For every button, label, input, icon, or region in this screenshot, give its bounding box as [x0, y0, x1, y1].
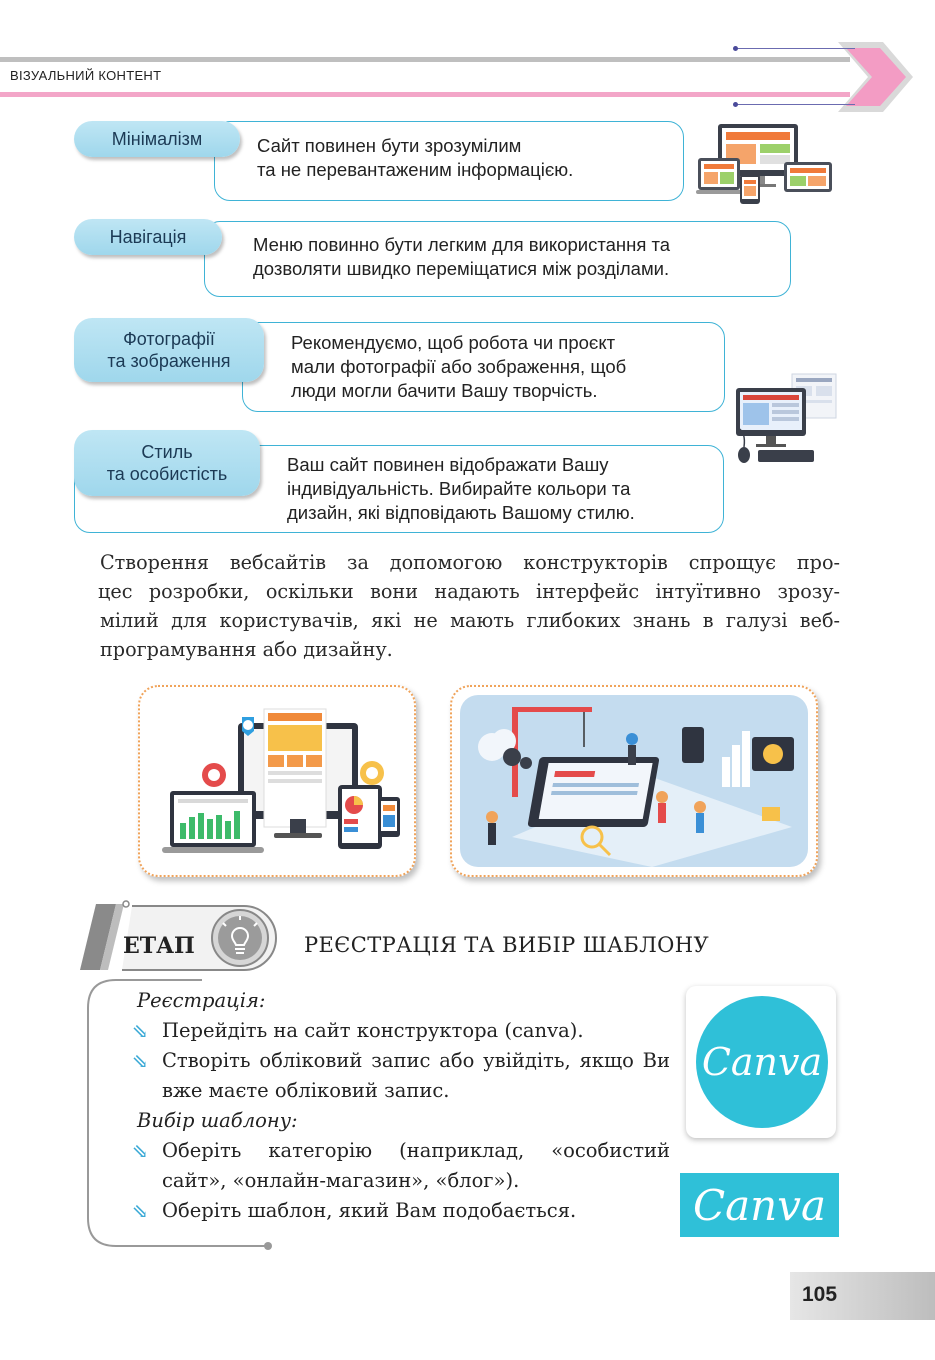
canva-banner-logo [680, 1173, 839, 1237]
stage-heading: РЕЄСТРАЦІЯ ТА ВИБІР ШАБЛОНУ [304, 933, 710, 957]
section-title: ВІЗУАЛЬНИЙ КОНТЕНТ [10, 68, 162, 83]
steps-section-title: Реєстрація: [137, 989, 266, 1012]
canva-logo-text: Canva [701, 1040, 823, 1084]
principle-text-line: та не перевантаженим інформацією. [257, 159, 574, 180]
stage-badge-label: ЕТАП [123, 933, 195, 959]
principle-label-minimalism: Мінімалізм [74, 121, 240, 157]
principle-label-photos [74, 318, 264, 382]
web-devices-illustration [140, 687, 414, 875]
pill-label-line: Стиль [141, 442, 193, 462]
arrow-bullet-icon: ⇘ [132, 1140, 149, 1163]
header-rule-top [0, 57, 850, 62]
header-deco-line [735, 104, 855, 105]
header-chevron-icon [838, 42, 918, 112]
paragraph-line: мілий для користувачів, які не мають глибоких знань в галузі веб- [100, 609, 840, 632]
principle-text-line: дизайн, які відповідають Вашому стилю. [287, 502, 635, 523]
pill-label-line: та зображення [107, 351, 231, 371]
web-development-team-illustration [452, 687, 816, 875]
principle-box-minimalism [214, 121, 684, 201]
web-design-illustration [138, 685, 416, 877]
canva-logo-text: Canva [693, 1180, 826, 1230]
canva-app-logo [686, 986, 836, 1138]
principle-text-line: Меню повинно бути легким для використання та [253, 234, 671, 255]
pill-label-line: та особистість [106, 464, 228, 484]
principle-text-line: дозволяти швидко переміщатися між розділами. [253, 258, 670, 279]
header-deco-line [735, 48, 855, 49]
teamwork-illustration [450, 685, 818, 877]
principle-text-line: Ваш сайт повинен відображати Вашу [287, 454, 609, 475]
arrow-bullet-icon: ⇘ [132, 1020, 149, 1043]
step-item [100, 1136, 670, 1196]
principle-label-style [74, 430, 260, 496]
header-rule-bottom [0, 92, 850, 97]
principle-box-navigation [204, 221, 791, 297]
body-paragraph [100, 548, 840, 664]
principle-text-line: мали фотографії або зображення, щоб [291, 356, 627, 377]
step-text: Перейдіть на сайт конструктора (canva). [162, 1019, 584, 1042]
principle-text-line: Рекомендуємо, щоб робота чи проєкт [291, 332, 616, 353]
step-item [100, 1016, 670, 1046]
arrow-bullet-icon: ⇘ [132, 1200, 149, 1223]
step-item [100, 1196, 670, 1226]
header-deco-dot [733, 46, 738, 51]
principle-text-line: Сайт повинен бути зрозумілим [257, 135, 522, 156]
pill-label-line: Фотографії [123, 329, 215, 349]
step-item [100, 1046, 670, 1106]
steps-section-title: Вибір шаблону: [137, 1109, 298, 1132]
principle-text-line: люди могли бачити Вашу творчість. [291, 380, 598, 401]
responsive-devices-icon [696, 122, 836, 204]
paragraph-line: програмування або дизайну. [100, 638, 393, 661]
page-number: 105 [802, 1283, 838, 1306]
desktop-computer-icon [728, 372, 840, 464]
arrow-bullet-icon: ⇘ [132, 1050, 149, 1073]
principle-box-photos [242, 322, 725, 412]
header-deco-dot [733, 102, 738, 107]
step-text: Створіть обліковий запис або увійдіть, якщо Ви вже маєте обліковий запис. [162, 1049, 670, 1102]
step-text: Оберіть шаблон, який Вам подобається. [162, 1199, 577, 1222]
step-text: Оберіть категорію (наприклад, «особистий сайт», «онлайн-магазин», «блог»). [162, 1139, 670, 1192]
steps-list [100, 986, 670, 1226]
principle-text-line: індивідуальність. Вибирайте кольори та [287, 478, 631, 499]
paragraph-line: цес розробки, оскільки вони надають інтерфейс інтуїтивно зрозу- [98, 580, 840, 603]
principle-label-navigation: Навігація [74, 219, 222, 255]
canva-circle [696, 996, 828, 1128]
paragraph-line: Створення вебсайтів за допомогою конструкторів спрощує про- [100, 551, 840, 574]
